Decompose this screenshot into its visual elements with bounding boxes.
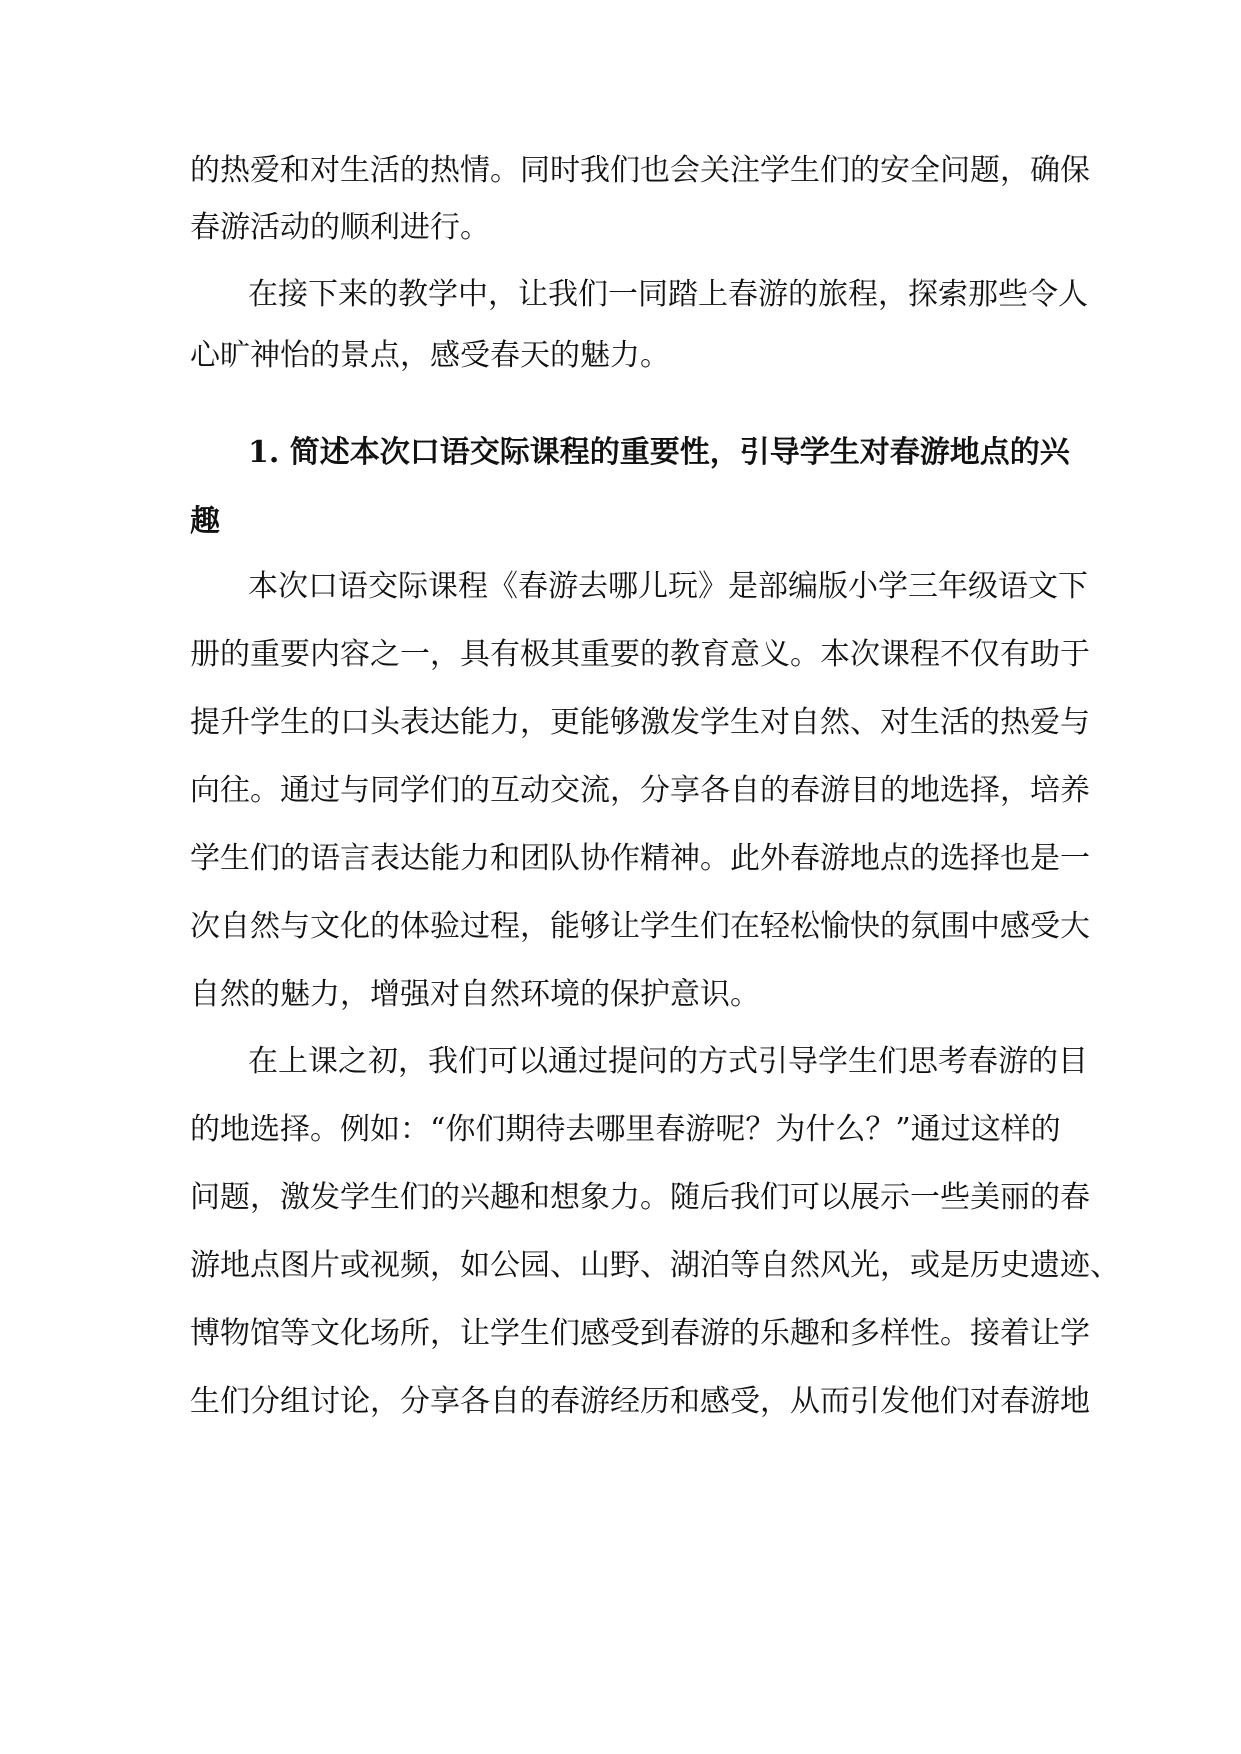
body-text-line: 册的重要内容之一，具有极其重要的教育意义。本次课程不仅有助于 bbox=[190, 637, 1090, 672]
body-text-line: 学生们的语言表达能力和团队协作精神。此外春游地点的选择也是一 bbox=[190, 841, 1090, 876]
body-text-line: 在接下来的教学中，让我们一同踏上春游的旅程，探索那些令人 bbox=[248, 277, 1088, 312]
body-text-line: 心旷神怡的景点，感受春天的魅力。 bbox=[190, 338, 670, 373]
section-heading: 趣 bbox=[190, 504, 220, 539]
body-text-line: 本次口语交际课程《春游去哪儿玩》是部编版小学三年级语文下 bbox=[248, 569, 1088, 604]
section-heading: 1. 简述本次口语交际课程的重要性，引导学生对春游地点的兴 bbox=[248, 435, 1070, 470]
body-text-line: 在上课之初，我们可以通过提问的方式引导学生们思考春游的目 bbox=[248, 1044, 1088, 1079]
body-text-line: 的地选择。例如：“你们期待去哪里春游呢？为什么？”通过这样的 bbox=[190, 1112, 1061, 1147]
body-text-line: 自然的魅力，增强对自然环境的保护意识。 bbox=[190, 977, 760, 1012]
body-text-line: 的热爱和对生活的热情。同时我们也会关注学生们的安全问题，确保 bbox=[190, 153, 1090, 188]
body-text-line: 问题，激发学生们的兴趣和想象力。随后我们可以展示一些美丽的春 bbox=[190, 1180, 1090, 1215]
body-text-line: 次自然与文化的体验过程，能够让学生们在轻松愉快的氛围中感受大 bbox=[190, 909, 1090, 944]
body-text-line: 博物馆等文化场所，让学生们感受到春游的乐趣和多样性。接着让学 bbox=[190, 1316, 1090, 1351]
body-text-line: 生们分组讨论，分享各自的春游经历和感受，从而引发他们对春游地 bbox=[190, 1384, 1090, 1419]
body-text-line: 提升学生的口头表达能力，更能够激发学生对自然、对生活的热爱与 bbox=[190, 705, 1090, 740]
body-text-line: 向往。通过与同学们的互动交流，分享各自的春游目的地选择，培养 bbox=[190, 773, 1090, 808]
body-text-line: 游地点图片或视频，如公园、山野、湖泊等自然风光，或是历史遗迹、 bbox=[190, 1248, 1120, 1283]
body-text-line: 春游活动的顺利进行。 bbox=[190, 210, 490, 245]
